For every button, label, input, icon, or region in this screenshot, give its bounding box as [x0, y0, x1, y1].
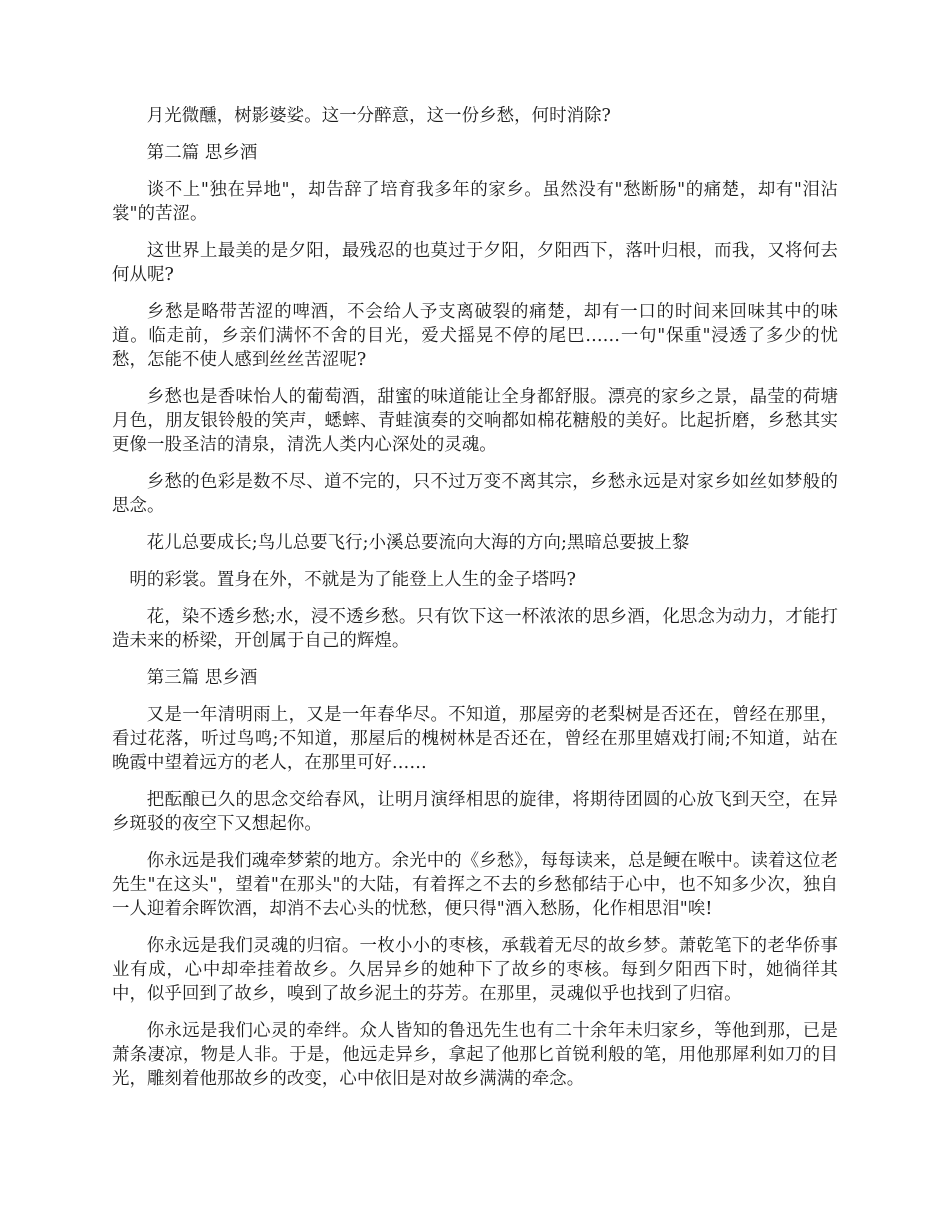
document-body — [112, 104, 838, 1104]
paragraph: 你永远是我们灵魂的归宿。一枚小小的枣核，承载着无尽的故乡梦。萧乾笔下的老华侨事业有成，心中却牵挂着故乡。久居异乡的她种下了故乡的枣核。每到夕阳西下时，她徜徉其中，似乎回到了故乡，嗅到了故乡泥土的芬芳。在那里，灵魂似乎也找到了归宿。 — [112, 936, 838, 1004]
paragraph: 明的彩裳。置身在外，不就是为了能登上人生的金子塔吗? — [129, 570, 577, 590]
paragraph: 把酝酿已久的思念交给春风，让明月演绎相思的旋律，将期待团圆的心放飞到天空，在异乡斑驳的夜空下又想起你。 — [112, 790, 838, 834]
paragraph: 乡愁的色彩是数不尽、道不完的，只不过万变不离其宗，乡愁永远是对家乡如丝如梦般的思念。 — [112, 472, 838, 516]
paragraph: 花儿总要成长;鸟儿总要飞行;小溪总要流向大海的方向;黑暗总要披上黎 — [146, 533, 690, 553]
section-heading: 第二篇 思乡酒 — [146, 143, 258, 163]
paragraph: 这世界上最美的是夕阳，最残忍的也莫过于夕阳，夕阳西下，落叶归根，而我，又将何去何从呢? — [112, 241, 838, 285]
paragraph: 乡愁是略带苦涩的啤酒，不会给人予支离破裂的痛楚，却有一口的时间来回味其中的味道。临走前，乡亲们满怀不舍的目光，爱犬摇晃不停的尾巴……一句"保重"浸透了多少的忧愁，怎能不使人感到丝丝苦涩呢? — [112, 302, 838, 370]
paragraph: 月光微醺，树影婆娑。这一分醉意，这一份乡愁，何时消除? — [146, 106, 611, 126]
paragraph: 又是一年清明雨上，又是一年春华尽。不知道，那屋旁的老梨树是否还在，曾经在那里，看过花落，听过鸟鸣;不知道，那屋后的槐树林是否还在，曾经在那里嬉戏打闹;不知道，站在晚霞中望着远方的老人，在那里可好…… — [112, 705, 838, 773]
section-heading: 第三篇 思乡酒 — [146, 668, 258, 688]
paragraph: 花，染不透乡愁;水，浸不透乡愁。只有饮下这一杯浓浓的思乡酒，化思念为动力，才能打造未来的桥梁，开创属于自己的辉煌。 — [112, 607, 838, 651]
paragraph: 谈不上"独在异地"，却告辞了培育我多年的家乡。虽然没有"愁断肠"的痛楚，却有"泪沾裳"的苦涩。 — [112, 180, 838, 224]
paragraph: 你永远是我们魂牵梦萦的地方。余光中的《乡愁》，每每读来，总是鲠在喉中。读着这位老先生"在这头"，望着"在那头"的大陆，有着挥之不去的乡愁郁结于心中，也不知多少次，独自一人迎着余晖饮酒，却消不去心头的忧愁，便只得"酒入愁肠，化作相思泪"唉! — [112, 851, 838, 919]
paragraph: 你永远是我们心灵的牵绊。众人皆知的鲁迅先生也有二十余年未归家乡，等他到那，已是萧条凄凉，物是人非。于是，他远走异乡，拿起了他那匕首锐利般的笔，用他那犀利如刀的目光，雕刻着他那故乡的改变，心中依旧是对故乡满满的牵念。 — [112, 1021, 838, 1089]
paragraph: 乡愁也是香味怡人的葡萄酒，甜蜜的味道能让全身都舒服。漂亮的家乡之景，晶莹的荷塘月色，朋友银铃般的笑声，蟋蟀、青蛙演奏的交响都如棉花糖般的美好。比起折磨，乡愁其实更像一股圣洁的清泉，清洗人类内心深处的灵魂。 — [112, 387, 838, 455]
